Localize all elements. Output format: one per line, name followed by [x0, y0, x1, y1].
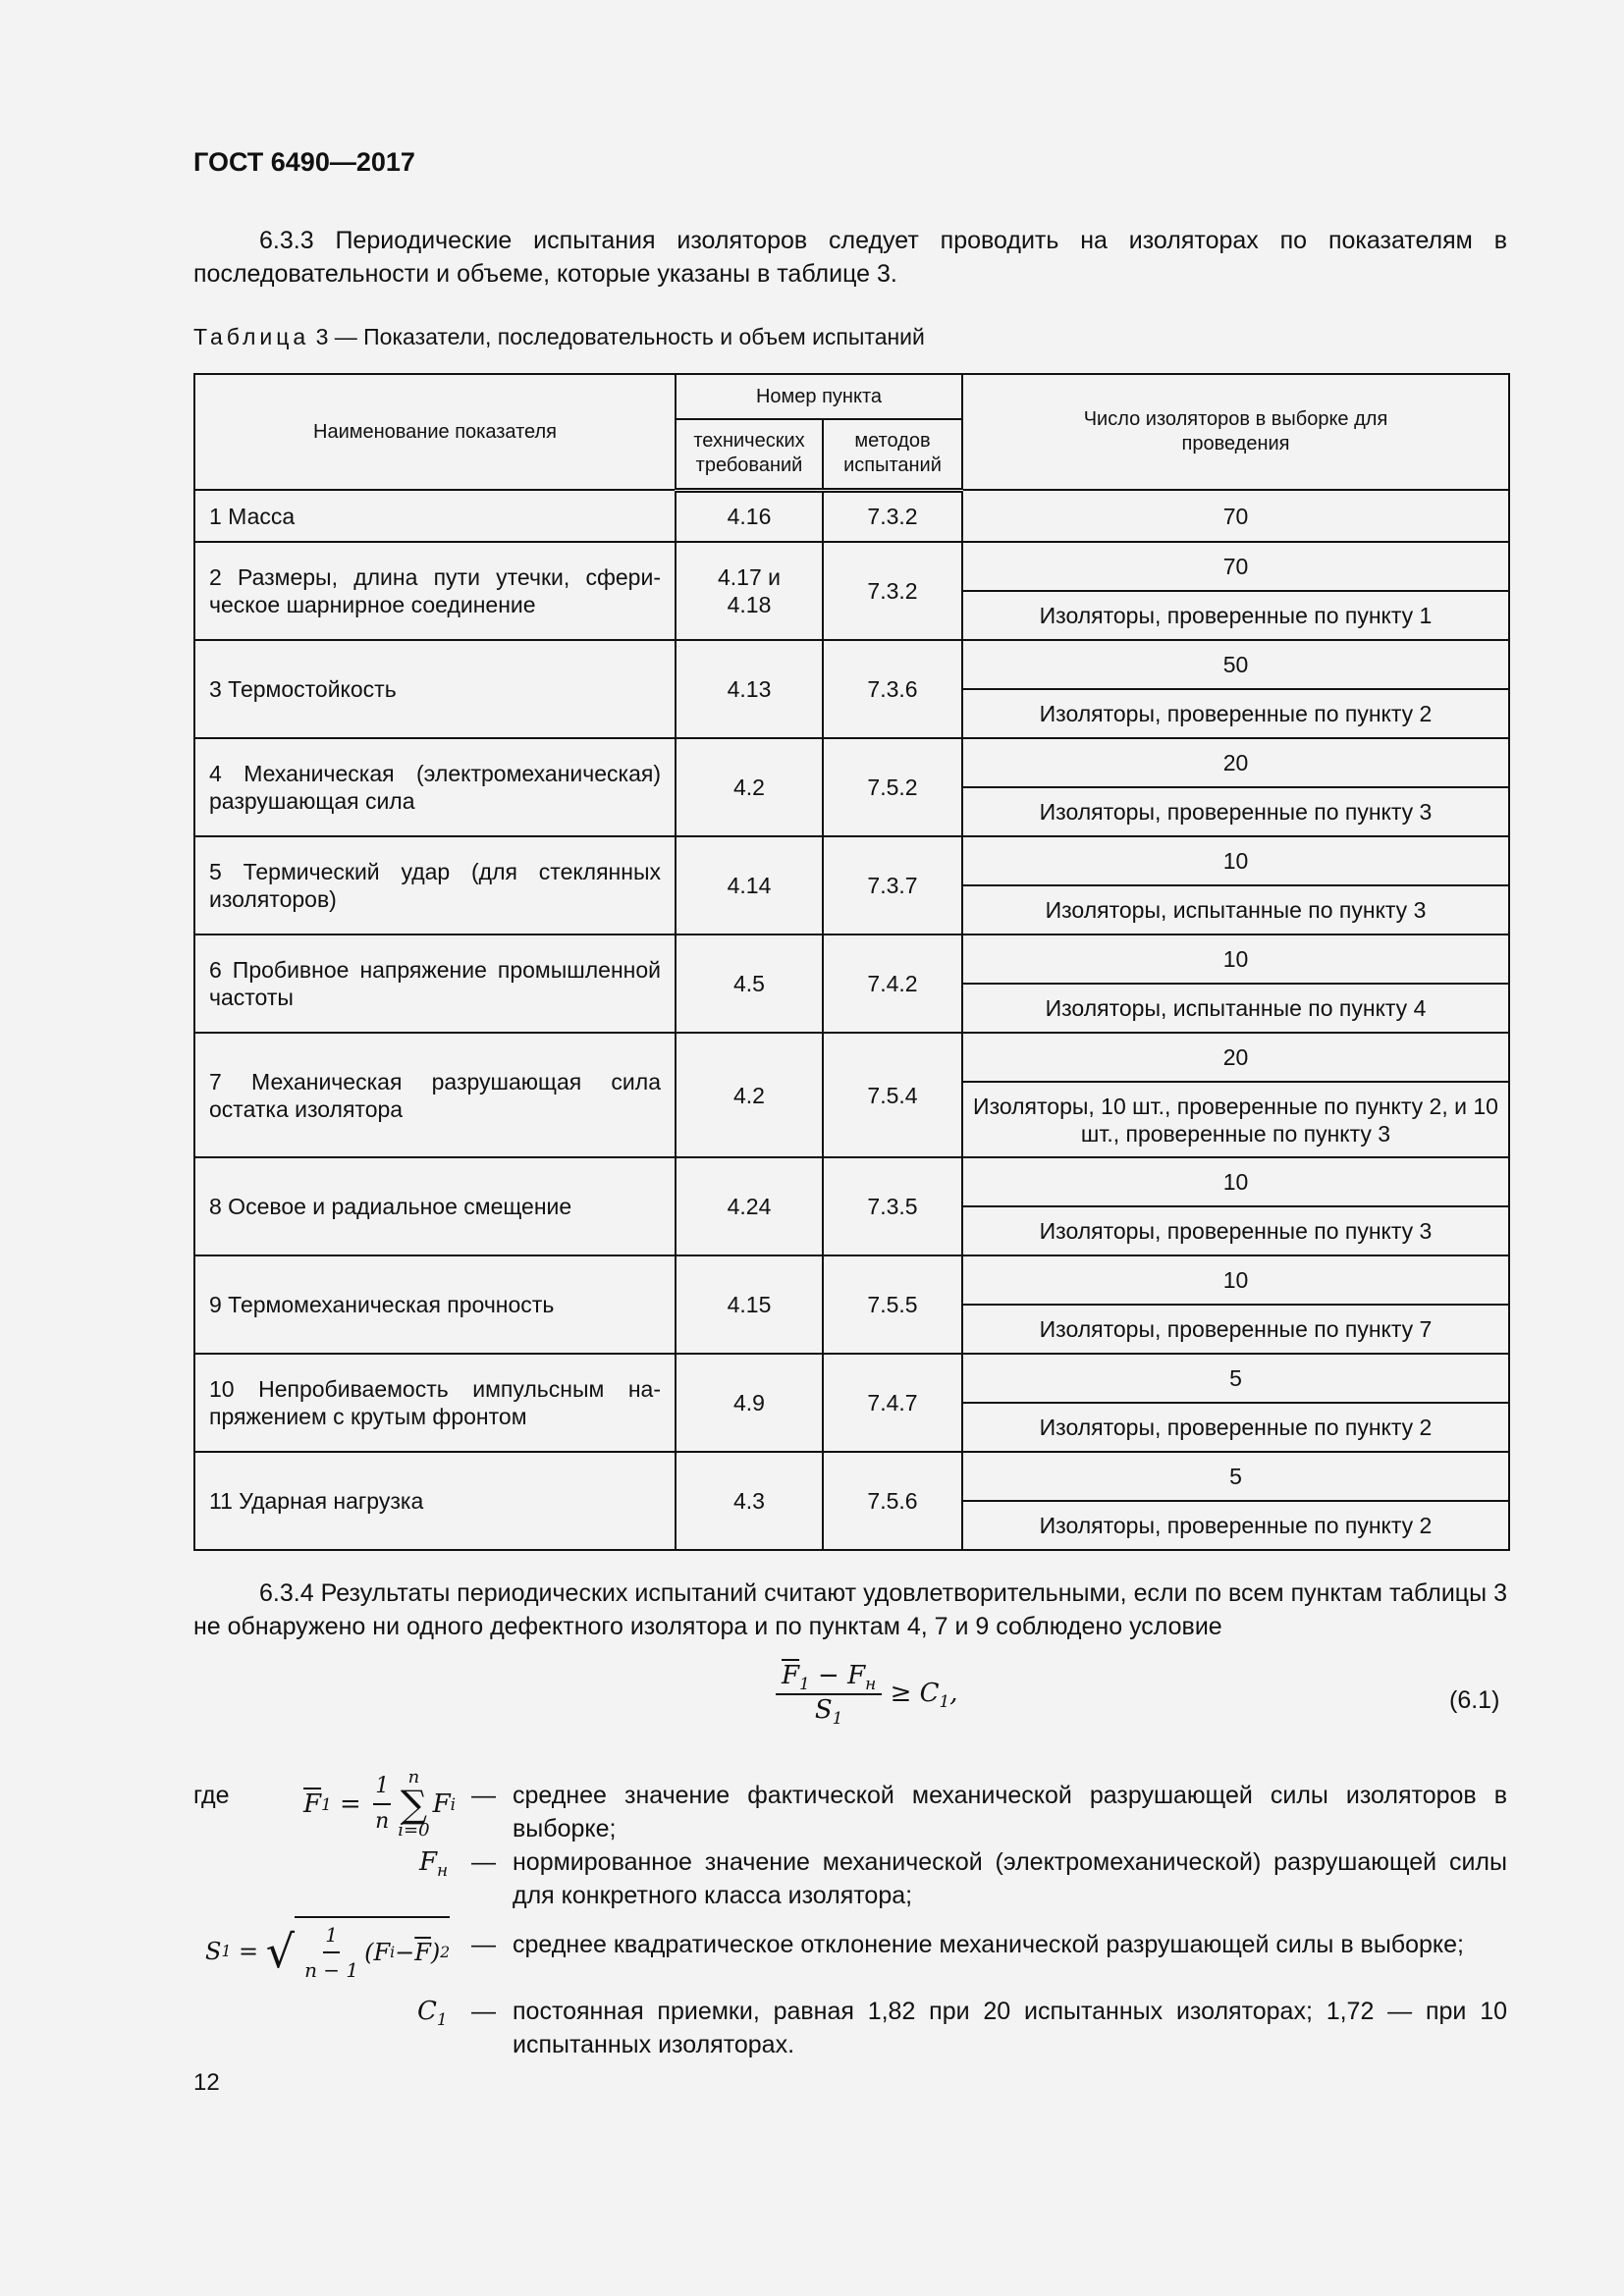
definition-dash: — — [471, 1848, 496, 1876]
header-sample-count: Число изоляторов в выборке для проведения — [962, 374, 1509, 490]
formula-f1: $\overline{F}$ 1 = $\frac{1}{n}$ n ∑ i=0 F i — [303, 1767, 457, 1841]
row-tech: 4.9 — [676, 1354, 823, 1452]
row-sample-source: Изоляторы, проверенные по пункту 1 — [962, 591, 1509, 640]
table-row — [194, 1157, 1509, 1206]
row-sample-count: 50 — [962, 640, 1509, 689]
row-method: 7.5.4 — [823, 1033, 962, 1157]
formula-s1: S 1 = √ $\frac{1}{n - 1}$ (F i − $\overline{F}$ ) 2 — [205, 1916, 450, 1987]
table-caption-text: 3 — Показатели, последовательность и объем испытаний — [309, 324, 925, 349]
formula-fraction: $\frac{\overline{F}_1 - F_н}{S_1}$ — [776, 1661, 882, 1728]
row-method: 7.5.6 — [823, 1452, 962, 1550]
row-sample-source: Изоляторы, проверенные по пункту 2 — [962, 1403, 1509, 1452]
row-sample-source: Изоляторы, проверенные по пункту 3 — [962, 1206, 1509, 1255]
paragraph-6-3-4 — [193, 1576, 1507, 1643]
row-method: 7.4.7 — [823, 1354, 962, 1452]
table-row — [194, 1452, 1509, 1501]
definition-dash: — — [471, 1931, 496, 1958]
table-row — [194, 640, 1509, 689]
row-name: 6 Пробивное напряжение промышленной частоты — [194, 934, 676, 1033]
row-sample-count: 5 — [962, 1452, 1509, 1501]
row-tech: 4.24 — [676, 1157, 823, 1255]
table-row — [194, 1354, 1509, 1403]
definition-s1-text: среднее квадратическое отклонение механической разрушающей силы в выборке; — [513, 1931, 1464, 1958]
header-indicator-name: Наименование показателя — [194, 374, 676, 490]
header-item-number: Номер пункта — [676, 374, 962, 419]
row-sample-count: 10 — [962, 1157, 1509, 1206]
definition-f1 — [193, 1767, 1507, 1847]
row-sample-source: Изоляторы, проверенные по пункту 3 — [962, 787, 1509, 836]
row-tech: 4.15 — [676, 1255, 823, 1354]
definition-f1-text: среднее значение фактической механической разрушающей силы изоляторов в выборке; — [513, 1782, 1507, 1842]
row-tech: 4.2 — [676, 1033, 823, 1157]
header-test-methods: методов испытаний — [823, 419, 962, 490]
row-sample-source: Изоляторы, испытанные по пункту 3 — [962, 885, 1509, 934]
row-name: 5 Термический удар (для стеклянных изоляторов) — [194, 836, 676, 934]
table-caption-word: Таблица — [193, 324, 310, 349]
row-sample-count: 5 — [962, 1354, 1509, 1403]
paragraph-6-3-3 — [193, 224, 1507, 291]
row-sample-source: Изоляторы, испытанные по пункту 4 — [962, 984, 1509, 1033]
table-row — [194, 1033, 1509, 1082]
page-number: 12 — [193, 2069, 220, 2096]
row-name: 1 Масса — [194, 490, 676, 542]
row-sample-count: 20 — [962, 1033, 1509, 1082]
where-word: где — [193, 1782, 230, 1809]
definition-dash: — — [471, 1998, 496, 2025]
row-name: 4 Механическая (электромеханическая) разрушающая сила — [194, 738, 676, 836]
paragraph-6-3-3-text: 6.3.3 Периодические испытания изоляторов следует проводить на изоляторах по показателям в последовательности и объеме, которые указаны в таблице 3. — [193, 227, 1507, 288]
definition-s1 — [193, 1923, 1507, 1997]
row-sample-count: 20 — [962, 738, 1509, 787]
row-name: 11 Ударная нагрузка — [194, 1452, 676, 1550]
symbol-c1: $C_1$ — [417, 1997, 448, 2030]
row-sample-source: Изоляторы, проверенные по пункту 7 — [962, 1305, 1509, 1354]
table-row — [194, 738, 1509, 787]
definition-c1-text: постоянная приемки, равная 1,82 при 20 испытанных изоляторах; 1,72 — при 10 испытанных изоляторах. — [513, 1998, 1507, 2058]
row-sample-source: Изоляторы, 10 шт., проверенные по пункту 2, и 10 шт., проверенные по пункту 3 — [962, 1082, 1509, 1157]
row-sample-count: 10 — [962, 836, 1509, 885]
header-tech-requirements: технических требований — [676, 419, 823, 490]
row-name: 10 Непробиваемость импульсным напряжением с крутым фронтом — [194, 1354, 676, 1452]
row-method: 7.3.6 — [823, 640, 962, 738]
row-method: 7.3.7 — [823, 836, 962, 934]
row-tech: 4.13 — [676, 640, 823, 738]
paragraph-6-3-4-text: 6.3.4 Результаты периодических испытаний считают удовлетворительными, если по всем пунктам таблицы 3 не обнаружено ни одного дефектного изолятора и по пунктам 4, 7 и 9 соблюдено условие — [193, 1579, 1507, 1640]
symbol-fn: $F_н$ — [419, 1847, 449, 1881]
row-name: 2 Размеры, длина пути утечки, сферическое шарнирное соединение — [194, 542, 676, 640]
row-tech: 4.3 — [676, 1452, 823, 1550]
row-method: 7.5.2 — [823, 738, 962, 836]
row-name: 8 Осевое и радиальное смещение — [194, 1157, 676, 1255]
row-method: 7.3.5 — [823, 1157, 962, 1255]
definition-fn — [193, 1845, 1507, 1914]
row-sample-source: Изоляторы, проверенные по пункту 2 — [962, 689, 1509, 738]
row-method: 7.3.2 — [823, 490, 962, 542]
table-row — [194, 490, 1509, 542]
row-method: 7.5.5 — [823, 1255, 962, 1354]
row-sample-count: 70 — [962, 542, 1509, 591]
table-3 — [193, 373, 1510, 1551]
row-tech: 4.17 и 4.18 — [676, 542, 823, 640]
table-row — [194, 934, 1509, 984]
row-sample-source: Изоляторы, проверенные по пункту 2 — [962, 1501, 1509, 1550]
row-sample-count: 10 — [962, 1255, 1509, 1305]
row-tech: 4.2 — [676, 738, 823, 836]
row-method: 7.3.2 — [823, 542, 962, 640]
table-row — [194, 542, 1509, 591]
row-tech: 4.14 — [676, 836, 823, 934]
definition-fn-text: нормированное значение механической (электромеханической) разрушающей силы для конкретного класса изолятора; — [513, 1848, 1507, 1909]
row-method: 7.4.2 — [823, 934, 962, 1033]
table-row — [194, 836, 1509, 885]
row-tech: 4.16 — [676, 490, 823, 542]
row-name: 7 Механическая разрушающая сила остатка изолятора — [194, 1033, 676, 1157]
formula-6-1: $\frac{\overline{F}_1 - F_н}{S_1}$ ≥ $C_1$, — [776, 1661, 958, 1728]
definition-c1 — [193, 1995, 1507, 2063]
row-sample-count: 10 — [962, 934, 1509, 984]
row-sample: 70 — [962, 490, 1509, 542]
formula-number: (6.1) — [1449, 1686, 1500, 1714]
document-header: ГОСТ 6490—2017 — [193, 147, 415, 177]
table-row — [194, 1255, 1509, 1305]
definition-dash: — — [471, 1782, 496, 1809]
row-name: 9 Термомеханическая прочность — [194, 1255, 676, 1354]
row-name: 3 Термостойкость — [194, 640, 676, 738]
row-tech: 4.5 — [676, 934, 823, 1033]
table-caption — [193, 324, 925, 350]
